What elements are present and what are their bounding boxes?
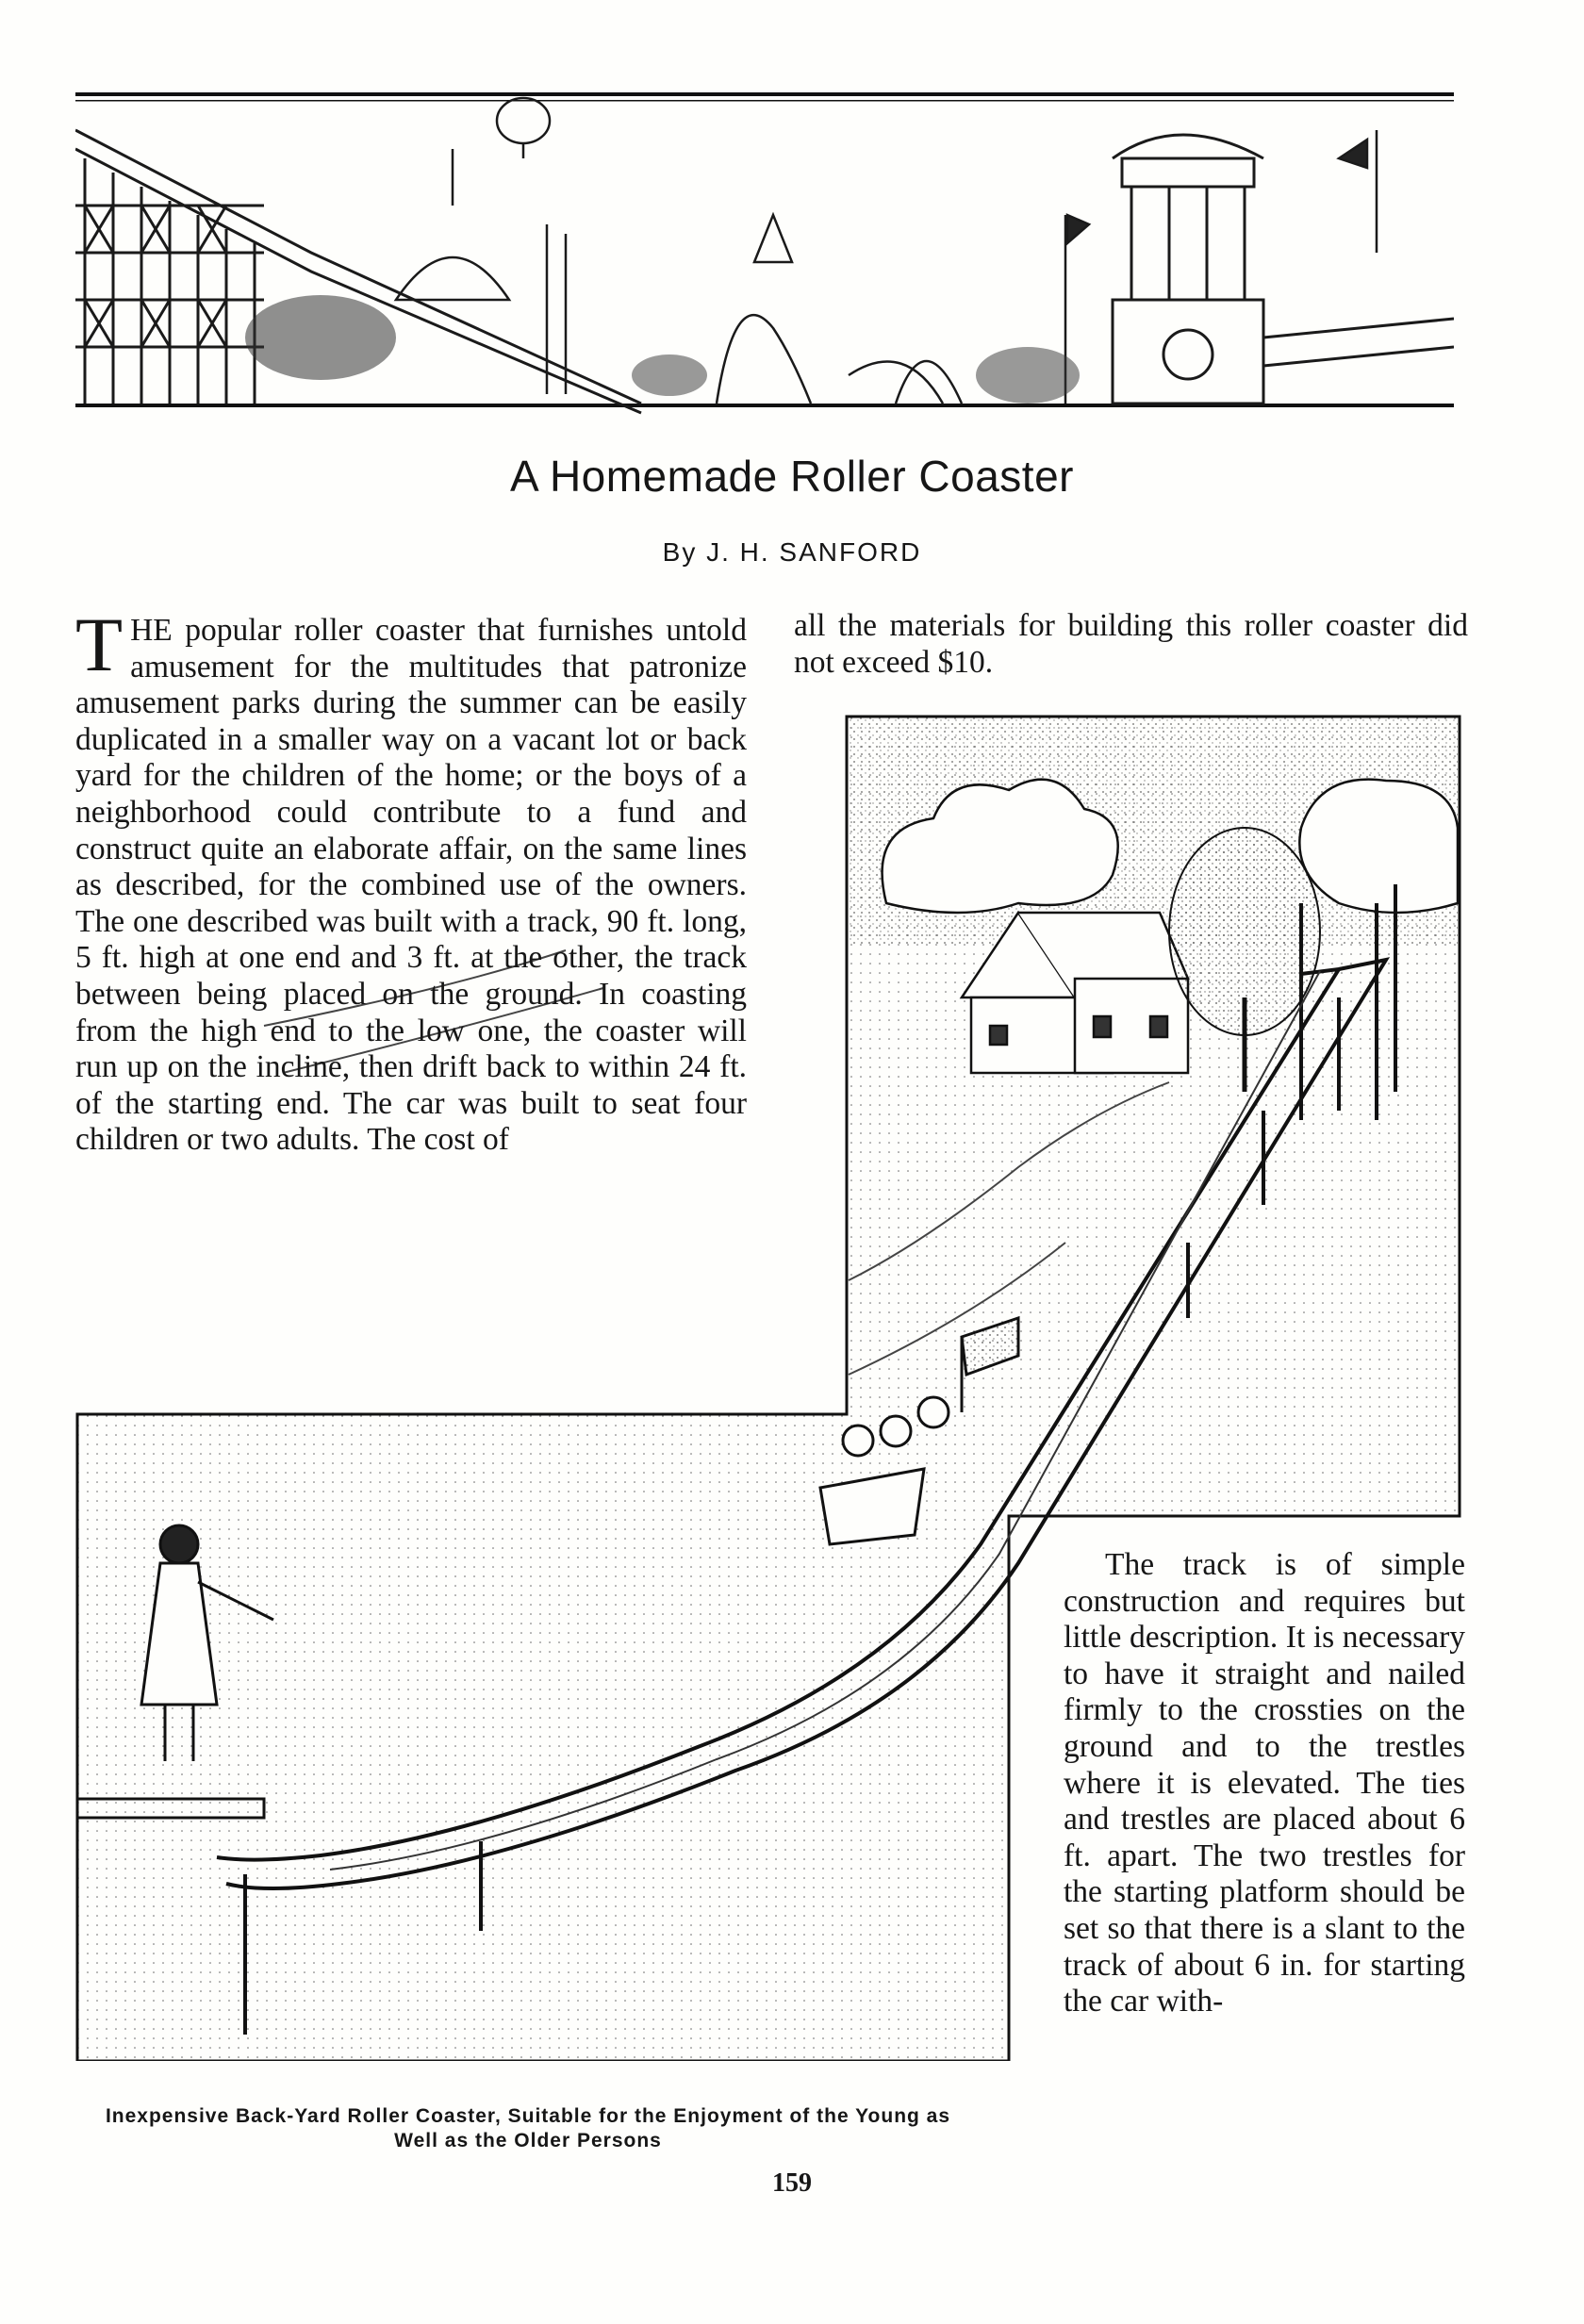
article-title: A Homemade Roller Coaster [510, 452, 1074, 501]
byline: By J. H. SANFORD [662, 537, 922, 567]
article-column-right-top [794, 608, 1468, 681]
body-text-right-bottom: The track is of simple construction and requires but little description. It is necessary to have it straight and nailed firmly to the crossties on the ground and to the trestles where it is elevated. The ties and trestles are placed about 6 ft. apart. The two trestles for the starting platform should be set so that there is a slant to the track of about 6 in. for starting the car with- [1064, 1547, 1465, 2019]
article-column-left [75, 602, 747, 1159]
header-banner-illustration [75, 92, 1454, 415]
page-number: 159 [772, 2168, 812, 2198]
body-text-left: HE popular roller coaster that furnishes untold amusement for the multitudes that patronize amusement parks during the summer can be easily duplicated in a smaller way on a vacant lot or back yard for the children of the home; or the boys of a neighborhood could contribute to a fund and construct quite an elaborate affair, on the same lines as described, for the combined use of the owners. The one described was built with a track, 90 ft. long, 5 ft. high at one end and 3 ft. at the other, the track between being placed on the ground. In coasting from the high end to the low one, the coaster will run up on the incline, then drift back to within 24 ft. of the starting end. The car was built to seat four children or two adults. The cost of [75, 613, 747, 1158]
illustration-caption: Inexpensive Back-Yard Roller Coaster, Suitable for the Enjoyment of the Young as Well as the Older Persons [105, 2105, 951, 2151]
drop-cap: T [75, 602, 124, 687]
article-column-right-bottom [1064, 1547, 1465, 2020]
body-text-right-top: all the materials for building this roller coaster did not exceed $10. [794, 608, 1468, 680]
